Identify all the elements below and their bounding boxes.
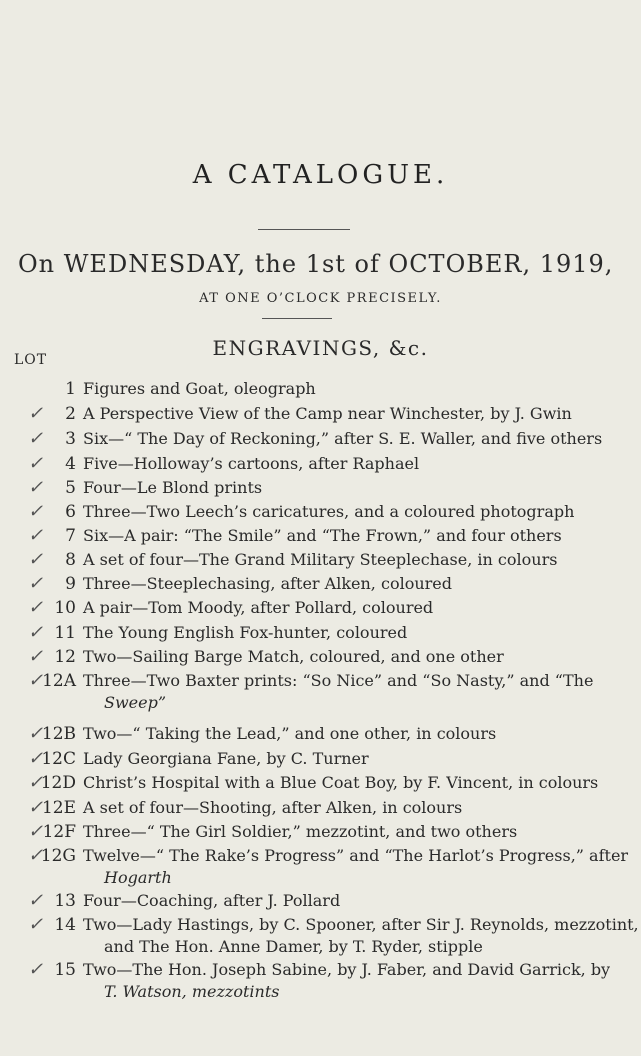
lot-description: Two—Lady Hastings, by C. Spooner, after Sir J. Reynolds, mezzotint, <box>83 915 639 934</box>
lot-number: 12B <box>41 724 76 744</box>
check-mark-icon: ✓ <box>28 646 44 667</box>
lot-description: Two—Sailing Barge Match, coloured, and one other <box>83 647 504 666</box>
check-mark-icon: ✓ <box>28 597 44 618</box>
check-mark-icon: ✓ <box>28 403 44 424</box>
lot-number: 14 <box>54 915 76 935</box>
lot-description: Four—Coaching, after J. Pollard <box>83 891 341 910</box>
check-mark-icon: ✓ <box>28 428 44 449</box>
check-mark-icon: ✓ <box>28 797 44 818</box>
lot-description: Three—Steeplechasing, after Alken, coloured <box>83 574 452 593</box>
lot-number: 12 <box>54 647 76 667</box>
lot-description: A set of four—Shooting, after Alken, in colours <box>83 798 463 817</box>
section-rule <box>262 318 332 319</box>
title-rule <box>258 229 350 230</box>
lot-description: Twelve—“ The Rake’s Progress” and “The Harlot’s Progress,” after <box>83 846 629 865</box>
lot-description-continued: and The Hon. Anne Damer, by T. Ryder, stipple <box>104 937 483 956</box>
lot-number: 3 <box>65 429 76 449</box>
lot-description: A set of four—The Grand Military Steeplechase, in colours <box>83 550 558 569</box>
lot-description: Six—“ The Day of Reckoning,” after S. E. Waller, and five others <box>83 429 603 448</box>
check-mark-icon: ✓ <box>28 573 44 594</box>
check-mark-icon: ✓ <box>28 821 44 842</box>
lot-description: Three—Two Baxter prints: “So Nice” and “So Nasty,” and “The <box>83 671 594 690</box>
sale-time-line: AT ONE O’CLOCK PRECISELY. <box>199 291 442 306</box>
lot-number: 12D <box>40 773 76 793</box>
lot-description-continued: Sweep” <box>104 693 167 712</box>
lot-number: 2 <box>65 404 76 424</box>
lot-number: 12G <box>40 846 76 866</box>
lot-description: Figures and Goat, oleograph <box>83 379 316 398</box>
check-mark-icon: ✓ <box>28 453 44 474</box>
check-mark-icon: ✓ <box>28 914 44 935</box>
lot-number: 9 <box>65 574 76 594</box>
lot-description: Three—Two Leech’s caricatures, and a coloured photograph <box>83 502 575 521</box>
lot-number: 8 <box>65 550 76 570</box>
check-mark-icon: ✓ <box>28 525 44 546</box>
lot-description: Christ’s Hospital with a Blue Coat Boy, by F. Vincent, in colours <box>83 773 599 792</box>
lot-number: 13 <box>54 891 76 911</box>
lot-number: 5 <box>65 478 76 498</box>
lot-number: 6 <box>65 502 76 522</box>
lot-number: 12E <box>41 798 76 818</box>
lot-number: 12F <box>42 822 76 842</box>
lot-number: 1 <box>65 379 76 399</box>
check-mark-icon: ✓ <box>28 501 44 522</box>
lot-description: The Young English Fox-hunter, coloured <box>83 623 408 642</box>
lot-number: 11 <box>54 623 76 643</box>
check-mark-icon: ✓ <box>28 959 44 980</box>
lot-description: Three—“ The Girl Soldier,” mezzotint, and two others <box>83 822 518 841</box>
check-mark-icon: ✓ <box>28 772 44 793</box>
lot-number: 10 <box>54 598 76 618</box>
sale-date-line: On WEDNESDAY, the 1st of OCTOBER, 1919, <box>18 250 614 278</box>
check-mark-icon: ✓ <box>28 549 44 570</box>
lot-description: Five—Holloway’s cartoons, after Raphael <box>83 454 420 473</box>
lot-number: 12A <box>42 671 76 691</box>
check-mark-icon: ✓ <box>28 748 44 769</box>
catalogue-title: A CATALOGUE. <box>192 160 449 190</box>
lot-number: 12C <box>41 749 76 769</box>
lot-description-continued: Hogarth <box>104 868 172 887</box>
lot-column-label: LOT <box>14 352 48 368</box>
check-mark-icon: ✓ <box>28 622 44 643</box>
lot-description: Lady Georgiana Fane, by C. Turner <box>83 749 369 768</box>
check-mark-icon: ✓ <box>28 890 44 911</box>
check-mark-icon: ✓ <box>28 670 44 691</box>
check-mark-icon: ✓ <box>28 477 44 498</box>
lot-number: 4 <box>65 454 76 474</box>
check-mark-icon: ✓ <box>28 723 44 744</box>
lot-description-continued: T. Watson, mezzotints <box>104 982 280 1001</box>
lot-description: Two—“ Taking the Lead,” and one other, in colours <box>83 724 497 743</box>
lot-description: A pair—Tom Moody, after Pollard, coloured <box>83 598 434 617</box>
lot-number: 15 <box>54 960 76 980</box>
lot-description: Four—Le Blond prints <box>83 478 263 497</box>
section-heading: ENGRAVINGS, &c. <box>212 336 429 360</box>
check-mark-icon: ✓ <box>28 845 44 866</box>
lot-description: Two—The Hon. Joseph Sabine, by J. Faber, and David Garrick, by <box>83 960 611 979</box>
lot-number: 7 <box>65 526 76 546</box>
lot-description: A Perspective View of the Camp near Winchester, by J. Gwin <box>83 404 572 423</box>
lot-description: Six—A pair: “The Smile” and “The Frown,” and four others <box>83 526 562 545</box>
